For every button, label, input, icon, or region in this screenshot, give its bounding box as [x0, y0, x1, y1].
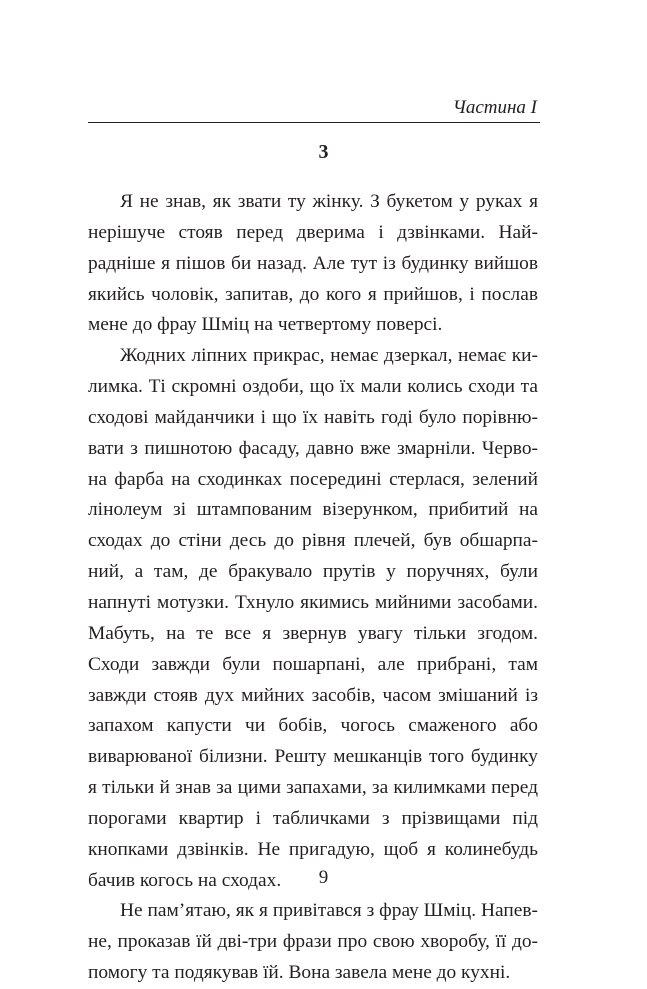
paragraph: Не пам’ятаю, як я привітався з фрау Шміц. Напевне, проказав їй дві-три фрази про свою хворобу, її допомогу та подякував їй. Вона завела мене до кухні. [88, 900, 538, 984]
chapter-number: 3 [318, 141, 329, 163]
running-head: Частина I [452, 97, 537, 118]
header-rule [88, 122, 540, 123]
paragraph: Жодних ліпних прикрас, немає дзеркал, немає килимка. Ті скромні оздоби, що їх мали колись сходи та сходові майданчики і що їх навіть годі було порівнювати з пишнотою фасаду, давно вже змарніли. Червона фарба на сходинках посередині стерлася, зелений лінолеум зі штампованим візерунком, прибитий на сходах до стіни десь до рівня плечей, був обшарпаний, а там, де бракувало прутів у поручнях, були напнуті мотузки. Тхнуло якимись мийними засобами. Мабуть, на те все я звернув увагу тільки згодом. Сходи завжди були пошарпані, але прибрані, там завжди стояв дух мийних засобів, часом змішаний із запахом капусти чи бобів, чогось смаженого або виварюваної білизни. Решту мешканців того будинку я тільки й знав за цими запахами, за килимками перед порогами квартир і табличками з прізвищами під кнопками дзвінків. Не пригадую, щоб я колинебудь бачив когось на сходах. [88, 345, 538, 891]
page-number: 9 [318, 867, 329, 888]
paragraph: Я не знав, як звати ту жінку. З букетом у руках я нерішуче стояв перед дверима і дзвінками. Найрадніше я пішов би назад. Але тут із будинку вийшов якийсь чоловік, запитав, до кого я прийшов, і послав мене до фрау Шміц на четвертому поверсі. [88, 191, 538, 336]
